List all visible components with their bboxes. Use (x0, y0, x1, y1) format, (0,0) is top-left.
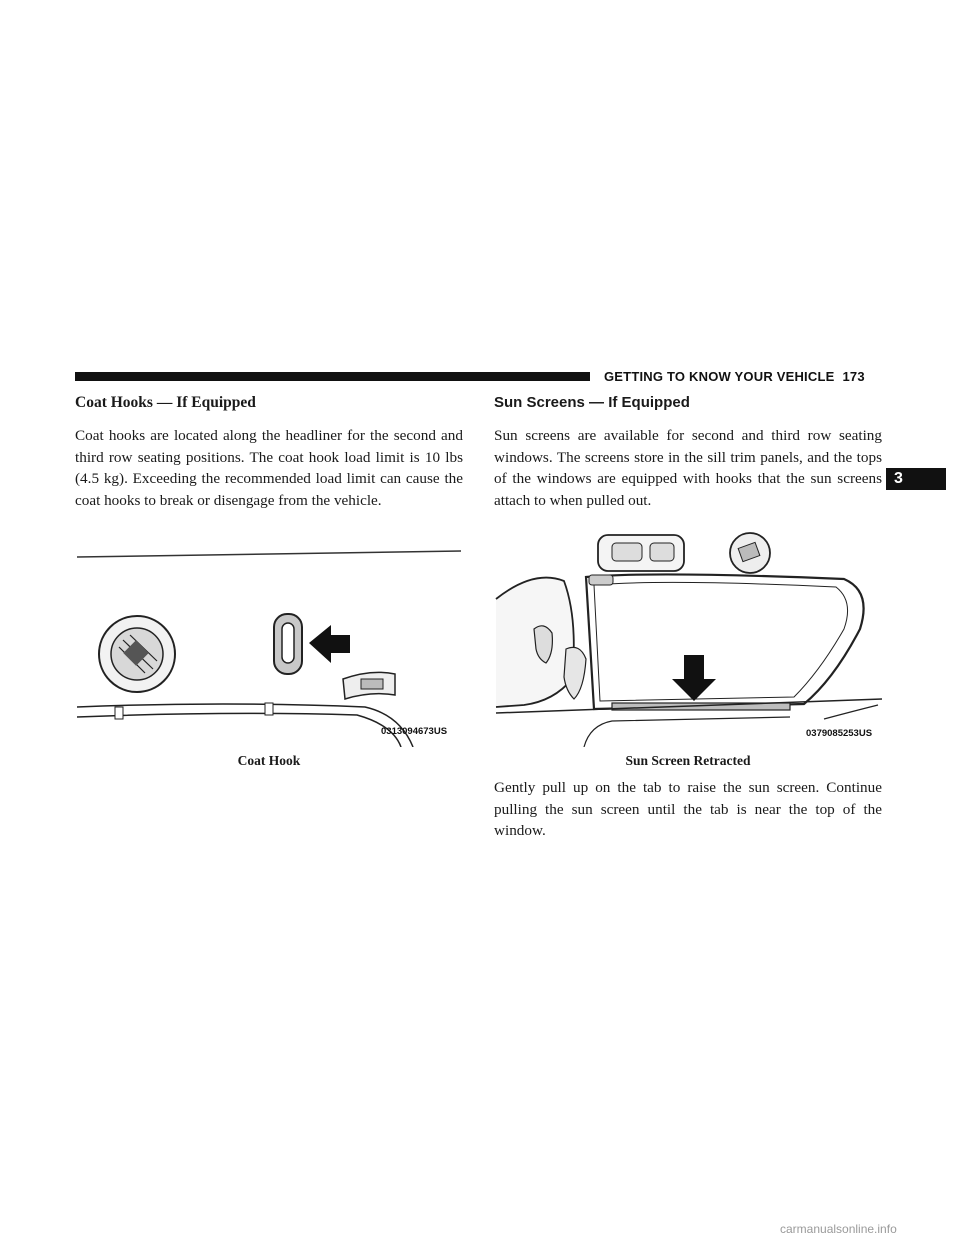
header-title: GETTING TO KNOW YOUR VEHICLE (604, 369, 835, 384)
coat-hooks-heading: Coat Hooks — If Equipped (75, 394, 256, 411)
sun-screen-caption: Sun Screen Retracted (625, 753, 751, 768)
coat-hook-figure-id: 0313094673US (381, 726, 448, 737)
coat-hook-illustration (75, 529, 463, 747)
sun-screens-body-after: Gently pull up on the tab to raise the sun screen. Continue pulling the sun screen until the tab is near the top of the window. (494, 779, 882, 839)
header-rule (75, 372, 590, 381)
sun-screen-figure-id: 0379085253US (806, 728, 873, 739)
coat-hook-figure (75, 529, 463, 769)
page-number: 173 (842, 369, 865, 384)
sun-screen-figure (494, 529, 882, 769)
sun-screens-body: Sun screens are available for second and third row seating windows. The screens store in the sill trim panels, and the tops of the windows are equipped with hooks that the sun screens attach to when pulled out. (494, 427, 882, 509)
running-header (604, 369, 886, 385)
sun-screen-illustration (494, 529, 882, 747)
coat-hooks-section (75, 393, 463, 769)
sun-screens-heading: Sun Screens — If Equipped (494, 394, 690, 411)
coat-hook-caption: Coat Hook (237, 753, 301, 768)
sun-screens-section (494, 393, 882, 842)
watermark: carmanualsonline.info (780, 1222, 897, 1236)
coat-hooks-body: Coat hooks are located along the headliner for the second and third row seating positions. The coat hook load limit is 10 lbs (4.5 kg). Exceeding the recommended load limit can cause the coat hooks to break or disengage from the vehicle. (75, 427, 463, 509)
chapter-tab[interactable]: 3 (886, 468, 946, 490)
